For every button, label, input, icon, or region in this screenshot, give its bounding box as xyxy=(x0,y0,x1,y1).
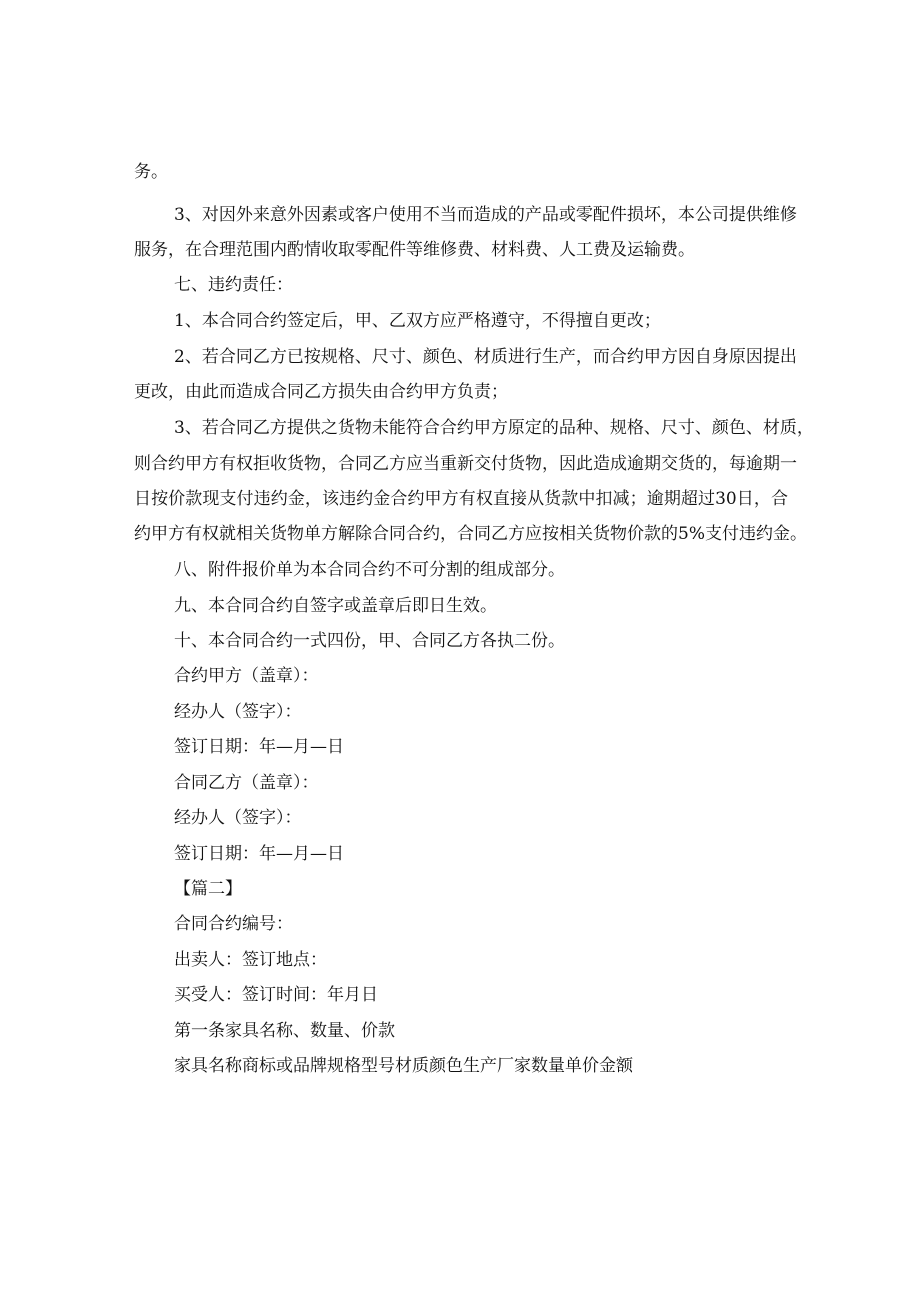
clause-7-3-line-1: 3、若合同乙方提供之货物未能符合合约甲方原定的品种、规格、尺寸、颜色、材质， xyxy=(174,418,814,438)
buyer-and-time: 买受人：签订时间：年月日 xyxy=(174,985,378,1005)
clause-6-3-line-2: 服务，在合理范围内酌情收取零配件等维修费、材料费、人工费及运输费。 xyxy=(134,240,695,260)
clause-7-1: 1、本合同合约签定后，甲、乙双方应严格遵守，不得擅自更改； xyxy=(174,311,661,331)
party-b-seal: 合同乙方（盖章）： xyxy=(174,773,319,793)
clause-7-2-line-1: 2、若合同乙方已按规格、尺寸、颜色、材质进行生产，而合约甲方因自身原因提出 xyxy=(174,347,797,367)
party-b-agent: 经办人（签字）： xyxy=(174,808,302,828)
section-heading-pian-er: 【篇二】 xyxy=(174,879,242,899)
clause-7-3-line-3: 日按价款现支付违约金，该违约金合约甲方有权直接从货款中扣减；逾期超过30日，合 xyxy=(134,489,788,509)
section-10: 十、本合同合约一式四份，甲、合同乙方各执二份。 xyxy=(174,631,565,651)
party-a-seal: 合约甲方（盖章）： xyxy=(174,666,319,686)
section-7-heading: 七、违约责任： xyxy=(174,275,293,295)
party-a-agent: 经办人（签字）： xyxy=(174,702,302,722)
article-1-heading: 第一条家具名称、数量、价款 xyxy=(174,1021,395,1041)
clause-7-2-line-2: 更改，由此而造成合同乙方损失由合约甲方负责； xyxy=(134,382,508,402)
clause-7-3-line-4: 约甲方有权就相关货物单方解除合同合约，合同乙方应按相关货物价款的5%支付违约金。 xyxy=(134,524,807,544)
seller-and-place: 出卖人：签订地点： xyxy=(174,950,327,970)
section-9: 九、本合同合约自签字或盖章后即日生效。 xyxy=(174,596,497,616)
party-b-date: 签订日期：年—月—日 xyxy=(174,844,344,864)
contract-number: 合同合约编号： xyxy=(174,914,293,934)
clause-7-3-line-2: 则合约甲方有权拒收货物，合同乙方应当重新交付货物，因此造成逾期交货的，每逾期一 xyxy=(134,454,797,474)
section-8: 八、附件报价单为本合同合约不可分割的组成部分。 xyxy=(174,560,565,580)
paragraph-continuation: 务。 xyxy=(134,162,168,182)
furniture-table-header: 家具名称商标或品牌规格型号材质颜色生产厂家数量单价金额 xyxy=(174,1056,633,1076)
party-a-date: 签订日期：年—月—日 xyxy=(174,737,344,757)
clause-6-3-line-1: 3、对因外来意外因素或客户使用不当而造成的产品或零配件损坏，本公司提供维修 xyxy=(174,205,797,225)
